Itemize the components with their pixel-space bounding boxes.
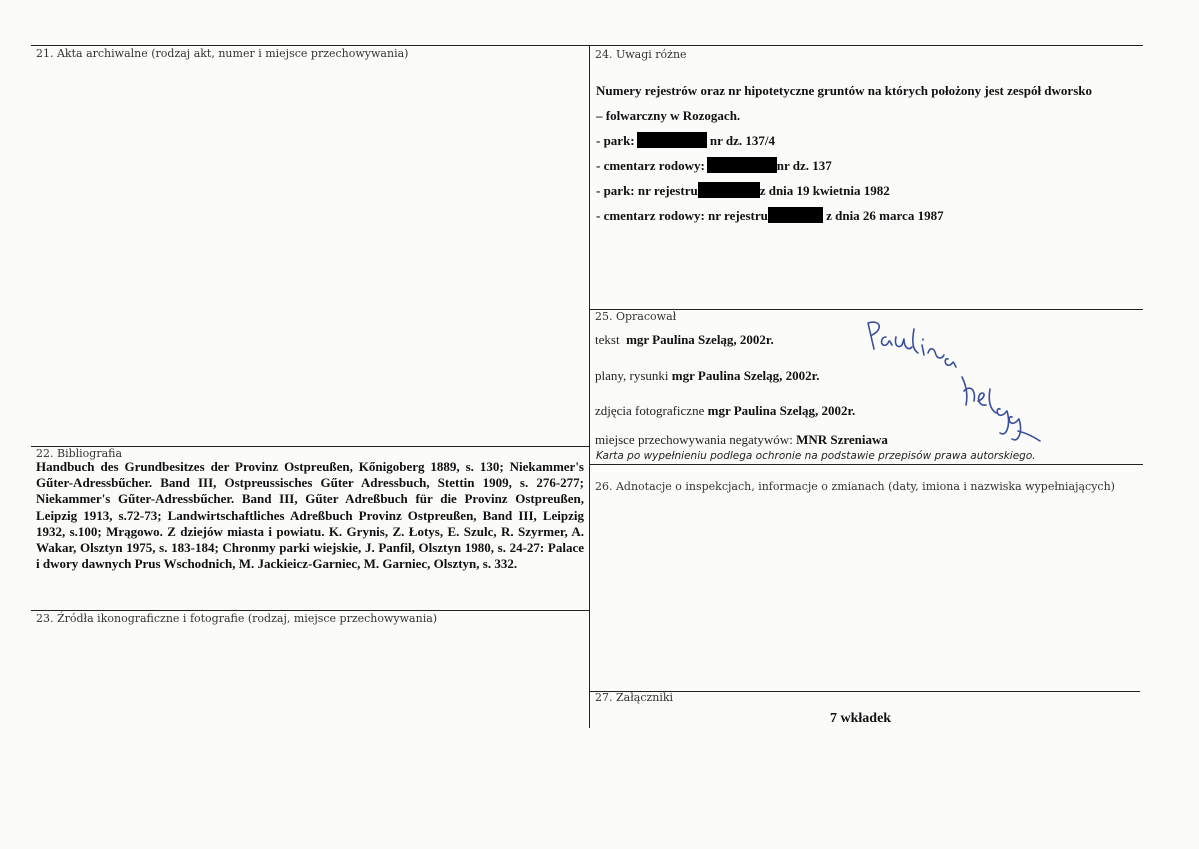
remarks-cemetery-parcel-number: nr dz. 137 [776, 158, 832, 173]
center-divider [589, 45, 590, 728]
remarks-park-register [596, 178, 1144, 203]
negatives-row [595, 432, 888, 448]
negatives-value: MNR Szreniawa [796, 432, 888, 447]
rule-26-top [589, 464, 1143, 465]
top-rule [31, 45, 1143, 46]
redaction-bar [698, 182, 760, 198]
section-25-label: 25. Opracował [595, 310, 677, 323]
remarks-cemetery-register-date: z dnia 26 marca 1987 [822, 208, 944, 223]
bibliography-text: Handbuch des Grundbesitzes der Provinz Ostpreußen, Kőnigoberg 1889, s. 130; Niekammer's Gűter-Adressbűcher. Band III, Ostpreussisches Gűter Adressbuch, Stettin 1909, s. 276-277; Niekammer's Gűter-Adressbűcher. Band III, Gűter Adreßbuch für die Provinz Ostpreußen, Leipzig 1913, s.72-73; Landwirtschaftliches Adreßbuch Provinz Ostpreußen, Band III, Leipzig 1932, s.100; Mrągowo. Z dziejów miasta i powiatu. K. Grynis, Z. Łotys, E. Szulc, R. Szyrmer, A. Wakar, Olsztyn 1975, s. 183-184; Chronmy parki wiejskie, J. Panfil, Olsztyn 1980, s. 24-27: Palace i dwory dawnych Prus Wschodnich, M. Jackieicz-Garniec, M. Garniec, Olsztyn, s. 332. [36, 459, 584, 572]
author-text-key: tekst [595, 332, 620, 347]
remarks-line-2: – folwarczny w Rozogach. [596, 108, 741, 123]
remarks-cemetery-parcel-label: - cmentarz rodowy: [596, 158, 705, 173]
attachments-value: 7 wkładek [830, 711, 892, 726]
remarks-cemetery-register-label: - cmentarz rodowy: nr rejestru [596, 208, 768, 223]
redaction-bar [768, 207, 823, 223]
section-21-label: 21. Akta archiwalne (rodzaj akt, numer i miejsce przechowywania) [36, 47, 409, 60]
signature-image [850, 315, 1050, 450]
remarks-park-register-label: - park: nr rejestru [596, 183, 698, 198]
author-plans-value: mgr Paulina Szeląg, 2002r. [671, 368, 820, 383]
remarks-park-register-date: z dnia 19 kwietnia 1982 [759, 183, 890, 198]
remarks-cemetery-parcel [596, 153, 1144, 178]
remarks-line-1: Numery rejestrów oraz nr hipotetyczne gruntów na których położony jest zespół dworsko [596, 83, 1092, 98]
negatives-key: miejsce przechowywania negatywów: [595, 432, 793, 447]
remarks-block [596, 78, 1144, 228]
section-26-label: 26. Adnotacje o inspekcjach, informacje o zmianach (daty, imiona i nazwiska wypełniających) [595, 480, 1115, 493]
author-plans-row [595, 368, 820, 384]
remarks-park-parcel-label: - park: [596, 133, 635, 148]
author-photos-key: zdjęcia fotograficzne [595, 403, 705, 418]
section-24-label: 24. Uwagi różne [595, 48, 687, 61]
section-23-label: 23. Źródła ikonograficzne i fotografie (rodzaj, miejsce przechowywania) [36, 612, 438, 625]
section-22-label: 22. Bibliografia [36, 447, 123, 460]
author-text-value: mgr Paulina Szeląg, 2002r. [626, 332, 774, 347]
section-27-label: 27. Załączniki [595, 691, 674, 704]
author-photos-value: mgr Paulina Szeląg, 2002r. [707, 403, 856, 418]
redaction-bar [707, 157, 777, 173]
remarks-park-parcel-number: nr dz. 137/4 [706, 133, 776, 148]
copyright-notice: Karta po wypełnieniu podlega ochronie na podstawie przepisów prawa autorskiego. [596, 450, 1036, 462]
remarks-cemetery-register [596, 203, 1144, 228]
rule-23-top [31, 610, 589, 611]
author-photos-row [595, 403, 855, 419]
remarks-park-parcel [596, 128, 1144, 153]
author-text-row [595, 332, 774, 348]
redaction-bar [637, 132, 707, 148]
author-plans-key: plany, rysunki [595, 368, 669, 383]
